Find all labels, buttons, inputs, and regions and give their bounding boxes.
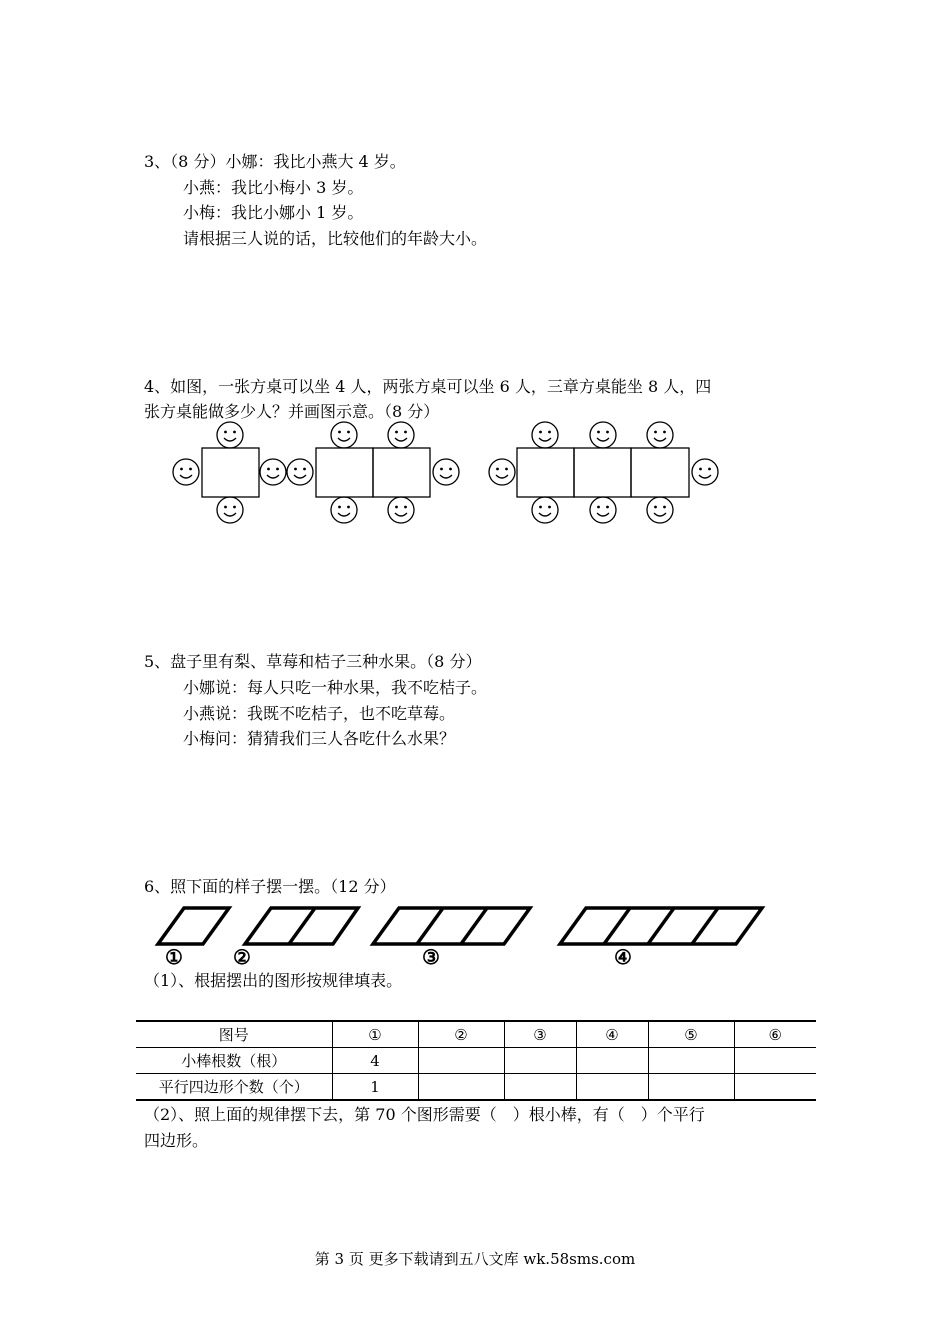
person-icon <box>489 459 515 485</box>
q6-part-1: （1）、根据摆出的图形按规律填表。 <box>144 971 403 990</box>
person-icon <box>331 497 357 523</box>
table-cell <box>576 1048 648 1074</box>
person-icon <box>647 497 673 523</box>
three-tables-diagram <box>489 422 718 523</box>
person-icon <box>217 422 243 448</box>
figure-1-sticks <box>158 908 229 944</box>
table-cell: 4 <box>332 1048 418 1074</box>
table-header-row <box>136 1021 816 1048</box>
table-cell <box>734 1074 816 1101</box>
q6-line-1: 6、照下面的样子摆一摆。（12 分） <box>144 877 396 896</box>
table-cell <box>734 1048 816 1074</box>
person-icon <box>287 459 313 485</box>
figure-label-3: ③ <box>422 945 440 969</box>
table-header-cell: ④ <box>576 1021 648 1048</box>
table-cell <box>576 1074 648 1101</box>
table-header-cell: 图号 <box>136 1021 332 1048</box>
q4-line-1: 4、如图，一张方桌可以坐 4 人，两张方桌可以坐 6 人，三章方桌能坐 8 人，四 <box>144 377 712 396</box>
two-tables-diagram <box>287 422 459 523</box>
figure-label-2: ② <box>233 945 251 969</box>
q5-line-3: 小燕说：我既不吃桔子，也不吃草莓。 <box>183 704 456 723</box>
table-header-cell: ⑥ <box>734 1021 816 1048</box>
q6-part-2-line-1: （2）、照上面的规律摆下去，第 70 个图形需要（ ）根小棒，有（ ）个平行 <box>144 1105 705 1124</box>
person-icon <box>692 459 718 485</box>
table-cell <box>504 1074 576 1101</box>
q3-line-4: 请根据三人说的话，比较他们的年龄大小。 <box>183 229 488 248</box>
person-icon <box>173 459 199 485</box>
q6-part-2-line-2: 四边形。 <box>144 1131 209 1150</box>
person-icon <box>331 422 357 448</box>
table-row <box>136 1048 816 1074</box>
q5-line-1: 5、盘子里有梨、草莓和桔子三种水果。（8 分） <box>144 652 482 671</box>
one-table-diagram <box>173 422 286 523</box>
figure-2-sticks <box>245 908 358 944</box>
table-row <box>136 1074 816 1101</box>
person-icon <box>433 459 459 485</box>
page-footer: 第 3 页 更多下载请到五八文库 wk.58sms.com <box>314 1250 636 1268</box>
figure-3-sticks <box>373 908 530 944</box>
table-row-label: 小棒根数（根） <box>136 1048 332 1074</box>
table-header-cell: ② <box>418 1021 504 1048</box>
table-cell <box>648 1074 734 1101</box>
person-icon <box>217 497 243 523</box>
table-header-cell: ⑤ <box>648 1021 734 1048</box>
table-header-cell: ③ <box>504 1021 576 1048</box>
table-cell <box>418 1048 504 1074</box>
person-icon <box>388 422 414 448</box>
table-cell <box>504 1048 576 1074</box>
person-icon <box>388 497 414 523</box>
table-cell <box>418 1074 504 1101</box>
q3-line-1: 3、（8 分）小娜：我比小燕大 4 岁。 <box>144 152 406 171</box>
person-icon <box>590 497 616 523</box>
person-icon <box>532 497 558 523</box>
pattern-table <box>136 1020 816 1101</box>
table-cell <box>648 1048 734 1074</box>
q4-line-2: 张方桌能做多少人？并画图示意。（8 分） <box>144 402 440 421</box>
figure-label-4: ④ <box>614 945 632 969</box>
person-icon <box>590 422 616 448</box>
q5-line-4: 小梅问：猜猜我们三人各吃什么水果？ <box>183 729 456 748</box>
person-icon <box>260 459 286 485</box>
tables-figure <box>160 418 730 530</box>
person-icon <box>647 422 673 448</box>
table-header-cell: ① <box>332 1021 418 1048</box>
figure-label-1: ① <box>165 945 183 969</box>
person-icon <box>532 422 558 448</box>
q5-line-2: 小娜说：每人只吃一种水果，我不吃桔子。 <box>183 678 488 697</box>
figure-4-sticks <box>560 908 762 944</box>
q3-line-2: 小燕：我比小梅小 3 岁。 <box>183 178 364 197</box>
table-row-label: 平行四边形个数（个） <box>136 1074 332 1101</box>
table-cell: 1 <box>332 1074 418 1101</box>
q3-line-3: 小梅：我比小娜小 1 岁。 <box>183 203 364 222</box>
